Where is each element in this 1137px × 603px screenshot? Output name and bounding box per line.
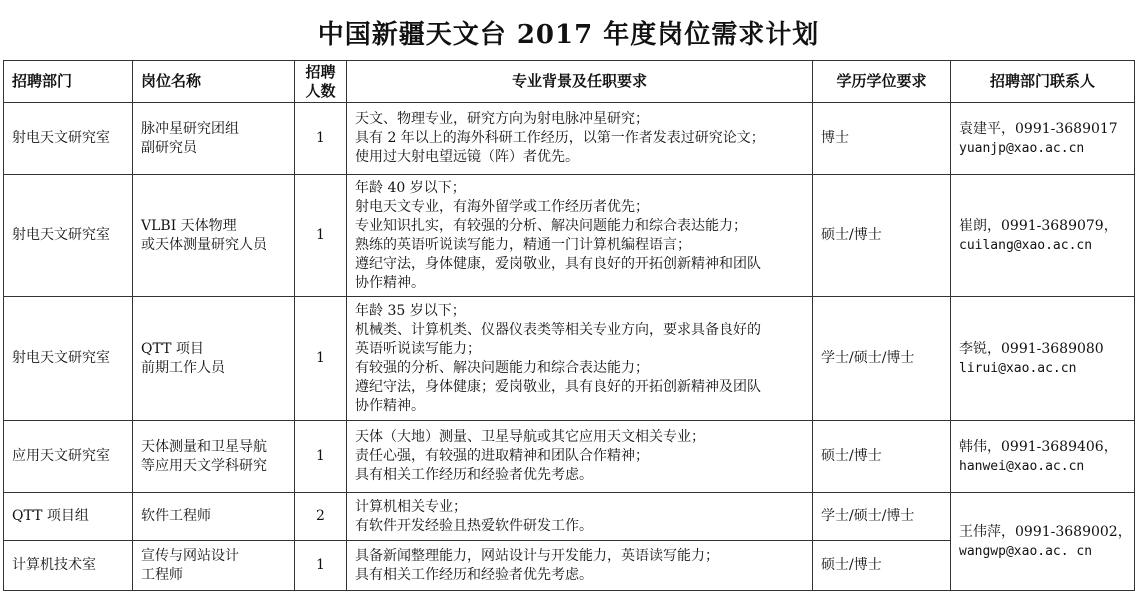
header-degree: 学历学位要求 <box>813 61 951 103</box>
dept-cell: 射电天文研究室 <box>4 297 133 421</box>
contact-name-phone: 王伟萍，0991-3689002， <box>959 523 1132 540</box>
requirement-line: 天体（大地）测量、卫星导航或其它应用天文相关专业； <box>355 429 705 445</box>
dept-cell: 应用天文研究室 <box>4 421 133 493</box>
requirements-cell <box>347 421 813 493</box>
requirement-line: 熟练的英语听说读写能力，精通一门计算机编程语言； <box>355 236 691 253</box>
contact-email[interactable]: yuanjp@xao.ac.cn <box>959 140 1085 156</box>
count-cell: 1 <box>295 103 347 175</box>
requirements-cell <box>347 493 813 541</box>
requirement-line: 专业知识扎实，有较强的分析、解决问题能力和综合表达能力； <box>355 217 747 234</box>
requirement-line: 英语听说读写能力； <box>355 340 481 357</box>
position-cell <box>133 175 295 297</box>
requirement-line: 具有相关工作经历和经验者优先考虑。 <box>355 467 593 483</box>
position-cell <box>133 493 295 541</box>
count-cell: 2 <box>295 493 347 541</box>
degree-cell: 学士/硕士/博士 <box>813 493 951 541</box>
requirement-line: 具有 2 年以上的海外科研工作经历，以第一作者发表过研究论文； <box>355 130 765 146</box>
contact-cell <box>951 103 1135 175</box>
position-line: QTT 项目 <box>141 340 204 357</box>
position-cell <box>133 297 295 421</box>
position-line: 软件工程师 <box>141 508 211 524</box>
table-header-row <box>4 61 1135 103</box>
requirement-line: 具有相关工作经历和经验者优先考虑。 <box>355 566 593 583</box>
header-dept: 招聘部门 <box>4 61 133 103</box>
position-line: 宣传与网站设计 <box>141 547 239 564</box>
position-cell <box>133 103 295 175</box>
header-position: 岗位名称 <box>133 61 295 103</box>
contact-cell <box>951 421 1135 493</box>
position-line: VLBI 天体物理 <box>141 217 237 234</box>
contact-name-phone: 袁建平，0991-3689017 <box>959 120 1118 137</box>
position-line: 工程师 <box>141 566 183 583</box>
header-count-line1: 招聘 <box>305 62 336 81</box>
count-cell: 1 <box>295 421 347 493</box>
requirement-line: 天文、物理专业，研究方向为射电脉冲星研究； <box>355 111 649 127</box>
table-row <box>4 297 1135 421</box>
requirement-line: 使用过大射电望远镜（阵）者优先。 <box>355 149 579 165</box>
table-row <box>4 493 1135 541</box>
contact-name-phone: 崔朗，0991-3689079， <box>959 217 1118 234</box>
requirement-line: 遵纪守法，身体健康；爱岗敬业，具有良好的开拓创新精神及团队 <box>355 378 761 395</box>
position-line: 天体测量和卫星导航 <box>141 438 267 455</box>
table-row <box>4 103 1135 175</box>
degree-cell: 硕士/博士 <box>813 175 951 297</box>
position-line: 副研究员 <box>141 139 197 156</box>
contact-cell-shared <box>951 493 1135 591</box>
requirement-line: 遵纪守法，身体健康，爱岗敬业，具有良好的开拓创新精神和团队 <box>355 255 761 272</box>
requirement-line: 具备新闻整理能力，网站设计与开发能力，英语读写能力； <box>355 547 719 564</box>
degree-cell: 博士 <box>813 103 951 175</box>
table-row <box>4 421 1135 493</box>
contact-name-phone: 韩伟，0991-3689406， <box>959 438 1118 455</box>
requirement-line: 有软件开发经验且热爱软件研发工作。 <box>355 517 593 534</box>
header-requirements: 专业背景及任职要求 <box>347 61 813 103</box>
position-line: 或天体测量研究人员 <box>141 236 267 253</box>
table-row <box>4 175 1135 297</box>
job-plan-table <box>3 60 1135 591</box>
position-line: 前期工作人员 <box>141 359 225 376</box>
requirement-line: 协作精神。 <box>355 397 425 414</box>
page-title: 中国新疆天文台 2017 年度岗位需求计划 <box>317 20 820 50</box>
contact-cell <box>951 175 1135 297</box>
position-line: 脉冲星研究团组 <box>141 120 239 137</box>
count-cell: 1 <box>295 175 347 297</box>
requirement-line: 机械类、计算机类、仪器仪表类等相关专业方向，要求具备良好的 <box>355 321 761 338</box>
requirement-line: 年龄 35 岁以下； <box>355 302 466 319</box>
contact-cell <box>951 297 1135 421</box>
contact-name-phone: 李锐，0991-3689080 <box>959 340 1104 357</box>
requirements-cell <box>347 297 813 421</box>
requirement-line: 协作精神。 <box>355 274 425 291</box>
count-cell: 1 <box>295 297 347 421</box>
degree-cell: 硕士/博士 <box>813 421 951 493</box>
requirement-line: 责任心强，有较强的进取精神和团队合作精神； <box>355 448 649 464</box>
contact-email[interactable]: lirui@xao.ac.cn <box>959 360 1077 376</box>
requirement-line: 有较强的分析、解决问题能力和综合表达能力； <box>355 359 649 376</box>
contact-email[interactable]: hanwei@xao.ac.cn <box>959 458 1085 474</box>
requirements-cell <box>347 541 813 591</box>
degree-cell: 学士/硕士/博士 <box>813 297 951 421</box>
header-count-line2: 人数 <box>305 81 336 100</box>
dept-cell: 射电天文研究室 <box>4 103 133 175</box>
count-cell: 1 <box>295 541 347 591</box>
requirement-line: 射电天文专业，有海外留学或工作经历者优先； <box>355 198 649 215</box>
requirement-line: 年龄 40 岁以下； <box>355 179 466 196</box>
header-contact: 招聘部门联系人 <box>951 61 1135 103</box>
degree-cell: 硕士/博士 <box>813 541 951 591</box>
requirement-line: 计算机相关专业； <box>355 498 467 515</box>
requirements-cell <box>347 175 813 297</box>
position-cell <box>133 421 295 493</box>
dept-cell: 射电天文研究室 <box>4 175 133 297</box>
position-line: 等应用天文学科研究 <box>141 457 267 474</box>
requirements-cell <box>347 103 813 175</box>
header-count <box>295 61 347 103</box>
contact-email[interactable]: cuilang@xao.ac.cn <box>959 237 1093 253</box>
dept-cell: QTT 项目组 <box>4 493 133 541</box>
dept-cell: 计算机技术室 <box>4 541 133 591</box>
position-cell <box>133 541 295 591</box>
contact-email[interactable]: wangwp@xao.ac. cn <box>959 543 1093 559</box>
